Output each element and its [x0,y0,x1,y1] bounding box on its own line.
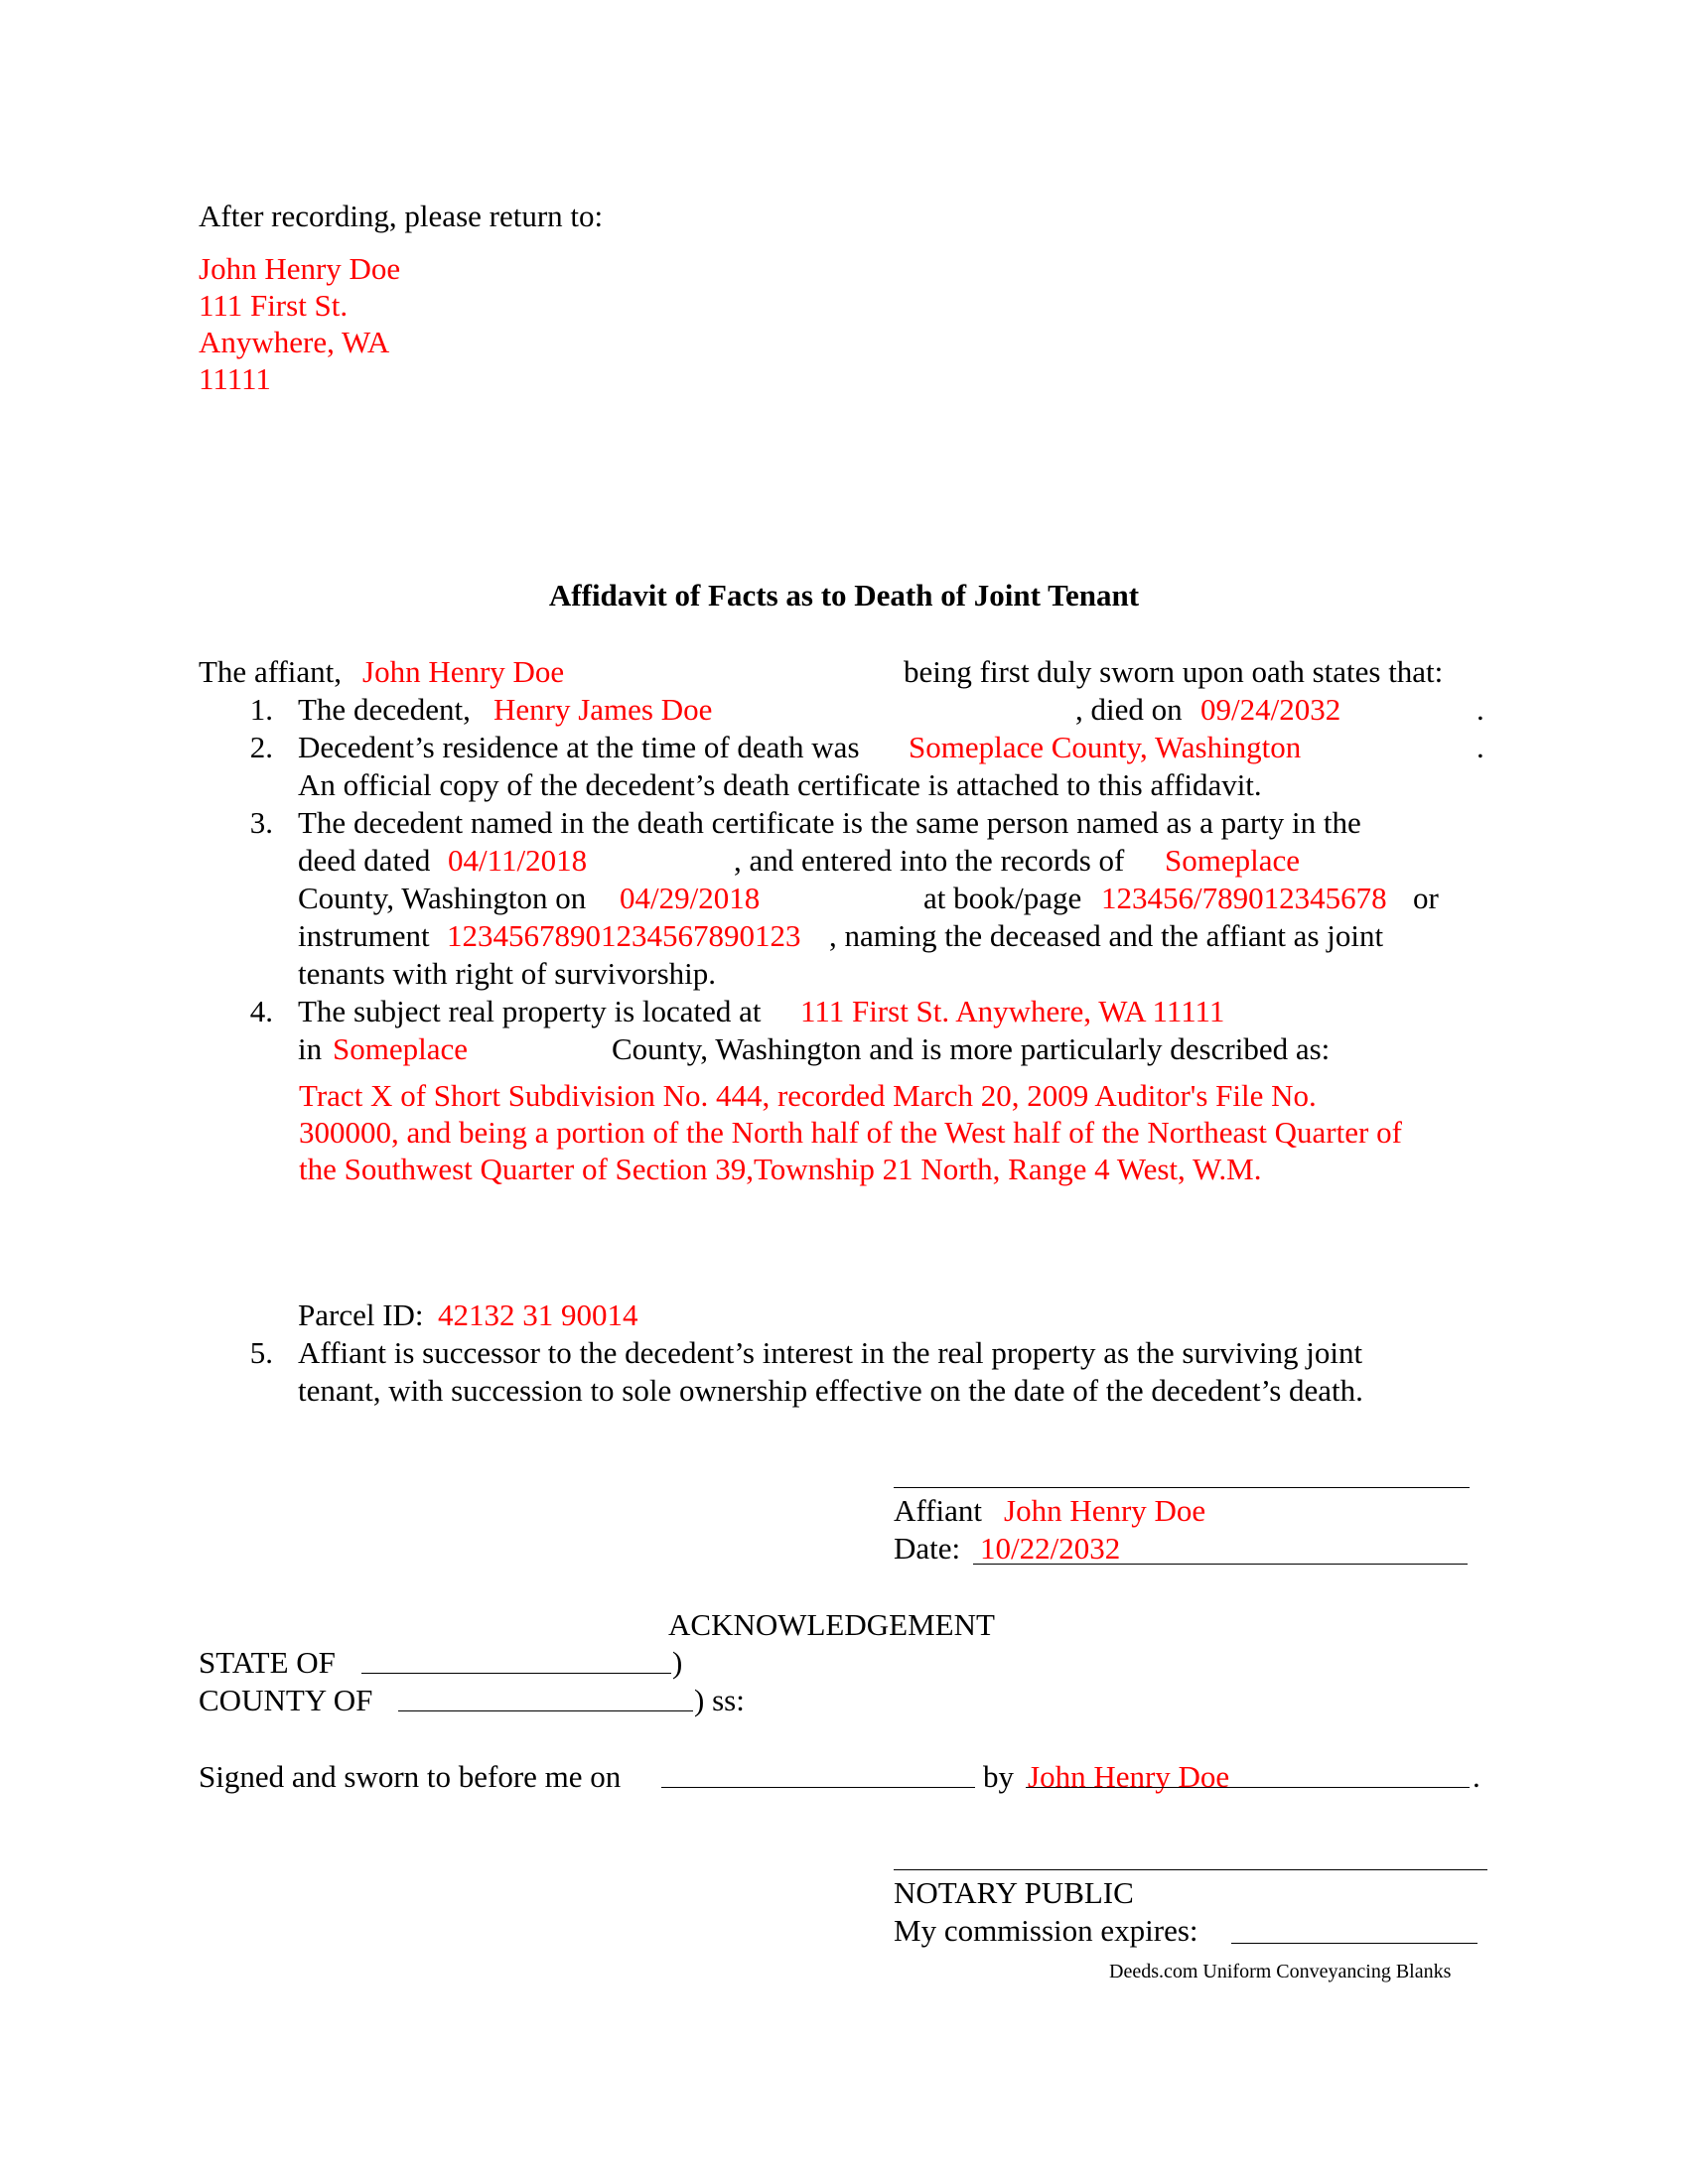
return-city-state: Anywhere, WA [199,325,390,359]
state-label: STATE OF [199,1645,336,1680]
decedent-residence: Someplace County, Washington [909,730,1302,764]
item2-period: . [1477,730,1484,764]
property-address: 111 First St. Anywhere, WA 11111 [800,994,1225,1028]
signature-date: 10/22/2032 [980,1531,1121,1566]
affiant-prefix: The affiant, [199,654,343,689]
date-label: Date: [894,1531,961,1566]
notary-public: NOTARY PUBLIC [894,1875,1134,1910]
commission-expires: My commission expires: [894,1913,1198,1948]
return-label: After recording, please return to: [199,199,604,233]
return-zip: 11111 [199,361,271,396]
property-county: Someplace [333,1031,469,1066]
item-number-4: 4. [249,994,273,1028]
item1-died-on: , died on [1075,692,1183,727]
item3-county-wa: County, Washington on [298,881,587,915]
sworn-affiant-name: John Henry Doe [1028,1759,1230,1794]
item2-prefix: Decedent’s residence at the time of death was [298,730,860,764]
item2-line2: An official copy of the decedent’s death certificate is attached to this affidavit. [298,767,1262,802]
decedent-name: Henry James Doe [493,692,713,727]
legal-description-line1: Tract X of Short Subdivision No. 444, recorded March 20, 2009 Auditor's File No. [299,1078,1317,1113]
item5-line1: Affiant is successor to the decedent’s interest in the real property as the surviving joint [298,1335,1363,1370]
item4-prefix: The subject real property is located at [298,994,762,1028]
sworn-name-line [1026,1787,1470,1788]
legal-description-line2: 300000, and being a portion of the North half of the West half of the Northeast Quarter of [299,1115,1402,1150]
parcel-label: Parcel ID: [298,1297,424,1332]
sworn-date-blank [661,1787,975,1788]
county-close: ) ss: [694,1683,745,1717]
state-close: ) [672,1645,683,1680]
item3-entered: , and entered into the records of [734,843,1125,878]
parcel-id: 42132 31 90014 [438,1297,638,1332]
commission-blank [1231,1943,1477,1944]
return-street: 111 First St. [199,288,349,323]
item-number-5: 5. [249,1335,273,1370]
item1-period: . [1477,692,1484,727]
legal-description-line3: the Southwest Quarter of Section 39,Township 21 North, Range 4 West, W.M. [299,1152,1262,1186]
document-title: Affidavit of Facts as to Death of Joint Tenant [548,578,1140,613]
item3-bookpage-prefix: at book/page [923,881,1082,915]
affiant-signature-line [894,1487,1470,1488]
signed-by: by [983,1759,1014,1794]
affiant-label: Affiant [894,1493,982,1528]
notary-signature-line [894,1869,1487,1870]
return-name: John Henry Doe [199,251,401,286]
acknowledgement-heading: ACKNOWLEDGEMENT [668,1607,995,1642]
item4-in: in [298,1031,323,1066]
recorded-date: 04/29/2018 [620,881,761,915]
item3-line1: The decedent named in the death certificate is the same person named as a party in the [298,805,1361,840]
date-line [973,1564,1468,1565]
instrument-number: 12345678901234567890123 [447,918,801,953]
county-label: COUNTY OF [199,1683,373,1717]
item3-or: or [1413,881,1439,915]
item3-line5: tenants with right of survivorship. [298,956,717,991]
affiant-suffix: being first duly sworn upon oath states that: [904,654,1444,689]
county-blank [398,1710,693,1711]
footer-credit: Deeds.com Uniform Conveyancing Blanks [1109,1961,1452,1982]
item-number-3: 3. [249,805,273,840]
signed-end: . [1473,1759,1480,1794]
deed-date: 04/11/2018 [448,843,588,878]
item3-instrument-prefix: instrument [298,918,430,953]
state-blank [361,1673,671,1674]
affiant-signature-name: John Henry Doe [1004,1493,1206,1528]
affiant-name: John Henry Doe [362,654,565,689]
signed-sworn-prefix: Signed and sworn to before me on [199,1759,622,1794]
item1-prefix: The decedent, [298,692,471,727]
item5-line2: tenant, with succession to sole ownership effective on the date of the decedent’s death. [298,1373,1363,1408]
book-page: 123456/789012345678 [1101,881,1387,915]
death-date: 09/24/2032 [1200,692,1341,727]
item4-described: County, Washington and is more particularly described as: [612,1031,1331,1066]
item-number-1: 1. [249,692,273,727]
item3-naming: , naming the deceased and the affiant as joint [829,918,1384,953]
item3-deed-prefix: deed dated [298,843,431,878]
item-number-2: 2. [249,730,273,764]
records-county: Someplace [1165,843,1301,878]
